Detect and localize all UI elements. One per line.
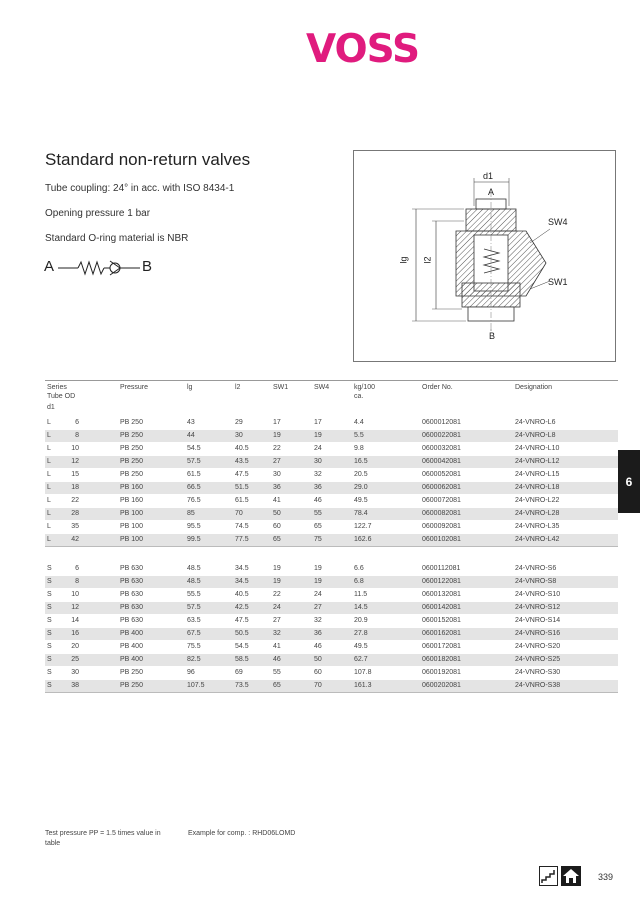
cell-pressure: PB 250 <box>120 419 143 426</box>
table-row <box>45 601 618 614</box>
oring-material-text: Standard O-ring material is NBR <box>45 233 189 244</box>
cell-tube-od: 8 <box>75 578 79 585</box>
cell-l2: 74.5 <box>235 523 249 530</box>
cell-weight: 49.5 <box>354 643 368 650</box>
cell-designation: 24-VNRO-L6 <box>515 419 556 426</box>
cell-order-no: 0600032081 <box>422 445 461 452</box>
page-title: Standard non-return valves <box>45 150 251 169</box>
cell-tube-od: 42 <box>71 536 79 543</box>
cell-l2: 43.5 <box>235 458 249 465</box>
cell-series: L <box>47 471 51 478</box>
cell-lg: 85 <box>187 510 195 517</box>
cell-sw1: 30 <box>273 471 281 478</box>
table-row <box>45 520 618 533</box>
cell-weight: 6.6 <box>354 565 364 572</box>
header-sw4: SW4 <box>314 384 330 391</box>
cell-sw4: 19 <box>314 432 322 439</box>
cell-order-no: 0600122081 <box>422 578 461 585</box>
cell-tube-od: 30 <box>71 669 79 676</box>
cell-order-no: 0600052081 <box>422 471 461 478</box>
cell-tube-od: 14 <box>71 617 79 624</box>
section-b-label: B <box>489 331 496 341</box>
cell-lg: 66.5 <box>187 484 201 491</box>
cell-tube-od: 6 <box>75 565 79 572</box>
cell-l2: 70 <box>235 510 243 517</box>
header-series: Series <box>47 384 67 391</box>
header-pressure: Pressure <box>120 384 149 391</box>
l2-label: l2 <box>422 256 433 264</box>
header-l2: l2 <box>235 384 241 391</box>
header-tube-od: Tube OD <box>47 393 76 400</box>
header-lg: lg <box>187 384 193 391</box>
cell-pressure: PB 100 <box>120 523 143 530</box>
cell-series: S <box>47 630 52 637</box>
cell-series: L <box>47 510 51 517</box>
cell-sw1: 19 <box>273 565 281 572</box>
voss-logo: VOSS <box>306 27 420 72</box>
cell-designation: 24-VNRO-L42 <box>515 536 560 543</box>
cell-sw4: 19 <box>314 578 322 585</box>
cell-tube-od: 12 <box>71 604 79 611</box>
cell-order-no: 0600092081 <box>422 523 461 530</box>
cell-weight: 78.4 <box>354 510 368 517</box>
cell-sw1: 41 <box>273 643 281 650</box>
section-a-label: A <box>488 187 495 197</box>
cell-sw4: 36 <box>314 630 322 637</box>
cell-series: S <box>47 604 52 611</box>
cell-sw1: 65 <box>273 682 281 689</box>
cell-weight: 9.8 <box>354 445 364 452</box>
cell-pressure: PB 400 <box>120 656 143 663</box>
cell-tube-od: 12 <box>71 458 79 465</box>
cell-l2: 50.5 <box>235 630 249 637</box>
cell-sw1: 19 <box>273 432 281 439</box>
table-row <box>45 481 618 494</box>
cell-sw1: 41 <box>273 497 281 504</box>
table-row <box>45 455 618 468</box>
cell-designation: 24-VNRO-S25 <box>515 656 561 663</box>
cell-l2: 47.5 <box>235 471 249 478</box>
cell-pressure: PB 250 <box>120 445 143 452</box>
cell-designation: 24-VNRO-L28 <box>515 510 560 517</box>
table-row <box>45 416 618 429</box>
cell-lg: 99.5 <box>187 536 201 543</box>
cell-lg: 44 <box>187 432 195 439</box>
cell-l2: 42.5 <box>235 604 249 611</box>
cell-designation: 24-VNRO-L15 <box>515 471 560 478</box>
cell-sw1: 46 <box>273 656 281 663</box>
cell-series: S <box>47 669 52 676</box>
cell-order-no: 0600062081 <box>422 484 461 491</box>
cell-designation: 24-VNRO-S8 <box>515 578 557 585</box>
cell-pressure: PB 250 <box>120 458 143 465</box>
cell-sw4: 27 <box>314 604 322 611</box>
cell-tube-od: 10 <box>71 445 79 452</box>
table-row <box>45 627 618 640</box>
cell-lg: 107.5 <box>187 682 205 689</box>
table-row <box>45 442 618 455</box>
cell-weight: 27.8 <box>354 630 368 637</box>
cell-pressure: PB 250 <box>120 669 143 676</box>
cell-sw4: 24 <box>314 591 322 598</box>
cell-l2: 51.5 <box>235 484 249 491</box>
cell-sw4: 32 <box>314 471 322 478</box>
cell-weight: 4.4 <box>354 419 364 426</box>
table-row <box>45 507 618 520</box>
cell-order-no: 0600182081 <box>422 656 461 663</box>
cell-series: L <box>47 458 51 465</box>
cell-pressure: PB 630 <box>120 617 143 624</box>
cell-weight: 20.5 <box>354 471 368 478</box>
cell-sw4: 55 <box>314 510 322 517</box>
cell-order-no: 0600142081 <box>422 604 461 611</box>
cell-sw4: 46 <box>314 643 322 650</box>
cell-weight: 6.8 <box>354 578 364 585</box>
cell-weight: 107.8 <box>354 669 372 676</box>
cell-designation: 24-VNRO-S12 <box>515 604 561 611</box>
cell-tube-od: 20 <box>71 643 79 650</box>
cell-weight: 16.5 <box>354 458 368 465</box>
cell-tube-od: 25 <box>71 656 79 663</box>
cell-tube-od: 35 <box>71 523 79 530</box>
cell-tube-od: 8 <box>75 432 79 439</box>
cell-sw1: 27 <box>273 458 281 465</box>
lg-label: lg <box>398 256 409 264</box>
cell-series: S <box>47 565 52 572</box>
cell-designation: 24-VNRO-S38 <box>515 682 561 689</box>
cell-order-no: 0600152081 <box>422 617 461 624</box>
cell-lg: 76.5 <box>187 497 201 504</box>
table-row <box>45 588 618 601</box>
cell-sw1: 22 <box>273 591 281 598</box>
valve-symbol <box>44 257 164 279</box>
cell-sw4: 65 <box>314 523 322 530</box>
cell-sw1: 17 <box>273 419 281 426</box>
cell-sw1: 50 <box>273 510 281 517</box>
header-weight-ca: ca. <box>354 393 364 400</box>
cell-lg: 54.5 <box>187 445 201 452</box>
cell-pressure: PB 250 <box>120 682 143 689</box>
cell-pressure: PB 160 <box>120 497 143 504</box>
cell-l2: 77.5 <box>235 536 249 543</box>
cell-sw1: 32 <box>273 630 281 637</box>
cell-order-no: 0600172081 <box>422 643 461 650</box>
cell-pressure: PB 630 <box>120 578 143 585</box>
cell-pressure: PB 100 <box>120 510 143 517</box>
valve-cross-section-icon <box>354 151 617 363</box>
cell-tube-od: 22 <box>71 497 79 504</box>
table-row <box>45 653 618 666</box>
cell-designation: 24-VNRO-L18 <box>515 484 560 491</box>
cell-sw4: 50 <box>314 656 322 663</box>
cell-order-no: 0600012081 <box>422 419 461 426</box>
header-designation: Designation <box>515 384 552 391</box>
cell-order-no: 0600102081 <box>422 536 461 543</box>
cell-sw4: 32 <box>314 617 322 624</box>
rows-series-l <box>45 416 618 546</box>
cell-weight: 122.7 <box>354 523 372 530</box>
cell-sw1: 36 <box>273 484 281 491</box>
cell-weight: 29.0 <box>354 484 368 491</box>
table-row <box>45 468 618 481</box>
cell-series: L <box>47 419 51 426</box>
table-row <box>45 429 618 442</box>
cell-lg: 75.5 <box>187 643 201 650</box>
cell-l2: 34.5 <box>235 578 249 585</box>
cell-sw1: 55 <box>273 669 281 676</box>
opening-pressure-text: Opening pressure 1 bar <box>45 208 151 219</box>
cell-designation: 24-VNRO-S6 <box>515 565 557 572</box>
header-sw1: SW1 <box>273 384 289 391</box>
page-number: 339 <box>598 872 614 882</box>
tube-coupling-text: Tube coupling: 24° in acc. with ISO 8434-1 <box>45 183 235 194</box>
cell-designation: 24-VNRO-S16 <box>515 630 561 637</box>
steps-nav-button[interactable] <box>539 866 558 886</box>
cell-lg: 96 <box>187 669 195 676</box>
cell-order-no: 0600202081 <box>422 682 461 689</box>
series-gap <box>45 546 618 562</box>
cell-series: S <box>47 643 52 650</box>
cell-sw1: 60 <box>273 523 281 530</box>
cell-l2: 61.5 <box>235 497 249 504</box>
cell-lg: 48.5 <box>187 565 201 572</box>
cell-series: S <box>47 656 52 663</box>
cell-weight: 161.3 <box>354 682 372 689</box>
cell-series: L <box>47 536 51 543</box>
cell-series: S <box>47 682 52 689</box>
cell-order-no: 0600162081 <box>422 630 461 637</box>
cell-tube-od: 15 <box>71 471 79 478</box>
cell-designation: 24-VNRO-L35 <box>515 523 560 530</box>
cell-sw4: 36 <box>314 484 322 491</box>
cell-lg: 57.5 <box>187 604 201 611</box>
sw4-label: SW4 <box>548 217 568 227</box>
cell-l2: 58.5 <box>235 656 249 663</box>
cell-lg: 57.5 <box>187 458 201 465</box>
cell-tube-od: 18 <box>71 484 79 491</box>
cell-weight: 11.5 <box>354 591 368 598</box>
cell-l2: 34.5 <box>235 565 249 572</box>
product-table <box>45 380 618 693</box>
cell-weight: 162.6 <box>354 536 372 543</box>
cell-series: L <box>47 484 51 491</box>
cell-l2: 73.5 <box>235 682 249 689</box>
cell-lg: 63.5 <box>187 617 201 624</box>
cell-designation: 24-VNRO-S20 <box>515 643 561 650</box>
port-b-label: B <box>142 258 153 275</box>
rows-series-s <box>45 562 618 692</box>
cell-sw4: 70 <box>314 682 322 689</box>
table-row <box>45 666 618 679</box>
home-nav-button[interactable] <box>561 866 581 886</box>
cell-sw4: 30 <box>314 458 322 465</box>
cell-designation: 24-VNRO-S14 <box>515 617 561 624</box>
cell-weight: 49.5 <box>354 497 368 504</box>
cell-sw4: 75 <box>314 536 322 543</box>
table-row <box>45 575 618 588</box>
header-d1: d1 <box>47 404 55 411</box>
check-valve-icon <box>58 257 142 279</box>
cell-pressure: PB 630 <box>120 604 143 611</box>
cell-pressure: PB 250 <box>120 432 143 439</box>
cell-series: L <box>47 523 51 530</box>
home-icon <box>561 866 581 886</box>
cell-series: S <box>47 578 52 585</box>
table-row <box>45 494 618 507</box>
cell-l2: 30 <box>235 432 243 439</box>
table-header <box>45 380 618 416</box>
cell-order-no: 0600022081 <box>422 432 461 439</box>
table-row <box>45 562 618 575</box>
cell-pressure: PB 400 <box>120 630 143 637</box>
header-weight: kg/100 <box>354 384 376 391</box>
cell-sw1: 22 <box>273 445 281 452</box>
cell-order-no: 0600112081 <box>422 565 461 572</box>
table-bottom-rule <box>45 692 618 693</box>
table-row <box>45 640 618 653</box>
cell-tube-od: 28 <box>71 510 79 517</box>
cell-sw1: 19 <box>273 578 281 585</box>
cell-designation: 24-VNRO-L12 <box>515 458 560 465</box>
cell-series: L <box>47 445 51 452</box>
cell-designation: 24-VNRO-L8 <box>515 432 556 439</box>
cell-lg: 67.5 <box>187 630 201 637</box>
cell-tube-od: 38 <box>71 682 79 689</box>
cell-order-no: 0600042081 <box>422 458 461 465</box>
cell-tube-od: 10 <box>71 591 79 598</box>
cell-designation: 24-VNRO-S10 <box>515 591 561 598</box>
cell-pressure: PB 100 <box>120 536 143 543</box>
technical-drawing <box>353 150 616 362</box>
port-a-label: A <box>44 258 55 275</box>
cell-l2: 40.5 <box>235 591 249 598</box>
cell-pressure: PB 250 <box>120 471 143 478</box>
cell-designation: 24-VNRO-L10 <box>515 445 560 452</box>
cell-sw1: 65 <box>273 536 281 543</box>
cell-lg: 43 <box>187 419 195 426</box>
cell-l2: 29 <box>235 419 243 426</box>
cell-pressure: PB 630 <box>120 565 143 572</box>
cell-lg: 82.5 <box>187 656 201 663</box>
cell-weight: 62.7 <box>354 656 368 663</box>
cell-l2: 47.5 <box>235 617 249 624</box>
cell-lg: 55.5 <box>187 591 201 598</box>
cell-l2: 54.5 <box>235 643 249 650</box>
cell-pressure: PB 160 <box>120 484 143 491</box>
cell-series: L <box>47 497 51 504</box>
cell-weight: 20.9 <box>354 617 368 624</box>
cell-sw1: 24 <box>273 604 281 611</box>
chapter-tab[interactable]: 6 <box>618 450 640 513</box>
stairs-icon <box>540 867 557 885</box>
cell-order-no: 0600072081 <box>422 497 461 504</box>
cell-lg: 48.5 <box>187 578 201 585</box>
cell-sw4: 17 <box>314 419 322 426</box>
table-row <box>45 679 618 692</box>
cell-lg: 95.5 <box>187 523 201 530</box>
cell-pressure: PB 400 <box>120 643 143 650</box>
cell-l2: 40.5 <box>235 445 249 452</box>
cell-weight: 14.5 <box>354 604 368 611</box>
d1-label: d1 <box>483 171 494 181</box>
cell-pressure: PB 630 <box>120 591 143 598</box>
cell-order-no: 0600192081 <box>422 669 461 676</box>
sw1-label: SW1 <box>548 277 568 287</box>
cell-tube-od: 6 <box>75 419 79 426</box>
cell-order-no: 0600082081 <box>422 510 461 517</box>
cell-sw1: 27 <box>273 617 281 624</box>
cell-series: S <box>47 591 52 598</box>
table-row <box>45 614 618 627</box>
cell-sw4: 24 <box>314 445 322 452</box>
example-note: Example for comp. : RHD06LOMD <box>188 830 296 837</box>
cell-designation: 24-VNRO-S30 <box>515 669 561 676</box>
cell-sw4: 19 <box>314 565 322 572</box>
cell-tube-od: 16 <box>71 630 79 637</box>
table-row <box>45 533 618 546</box>
test-pressure-note: Test pressure PP = 1.5 times value in table <box>45 830 161 847</box>
cell-series: L <box>47 432 51 439</box>
cell-weight: 5.5 <box>354 432 364 439</box>
cell-order-no: 0600132081 <box>422 591 461 598</box>
cell-series: S <box>47 617 52 624</box>
cell-sw4: 46 <box>314 497 322 504</box>
cell-designation: 24-VNRO-L22 <box>515 497 560 504</box>
cell-l2: 69 <box>235 669 243 676</box>
cell-lg: 61.5 <box>187 471 201 478</box>
cell-sw4: 60 <box>314 669 322 676</box>
header-order-no: Order No. <box>422 384 453 391</box>
